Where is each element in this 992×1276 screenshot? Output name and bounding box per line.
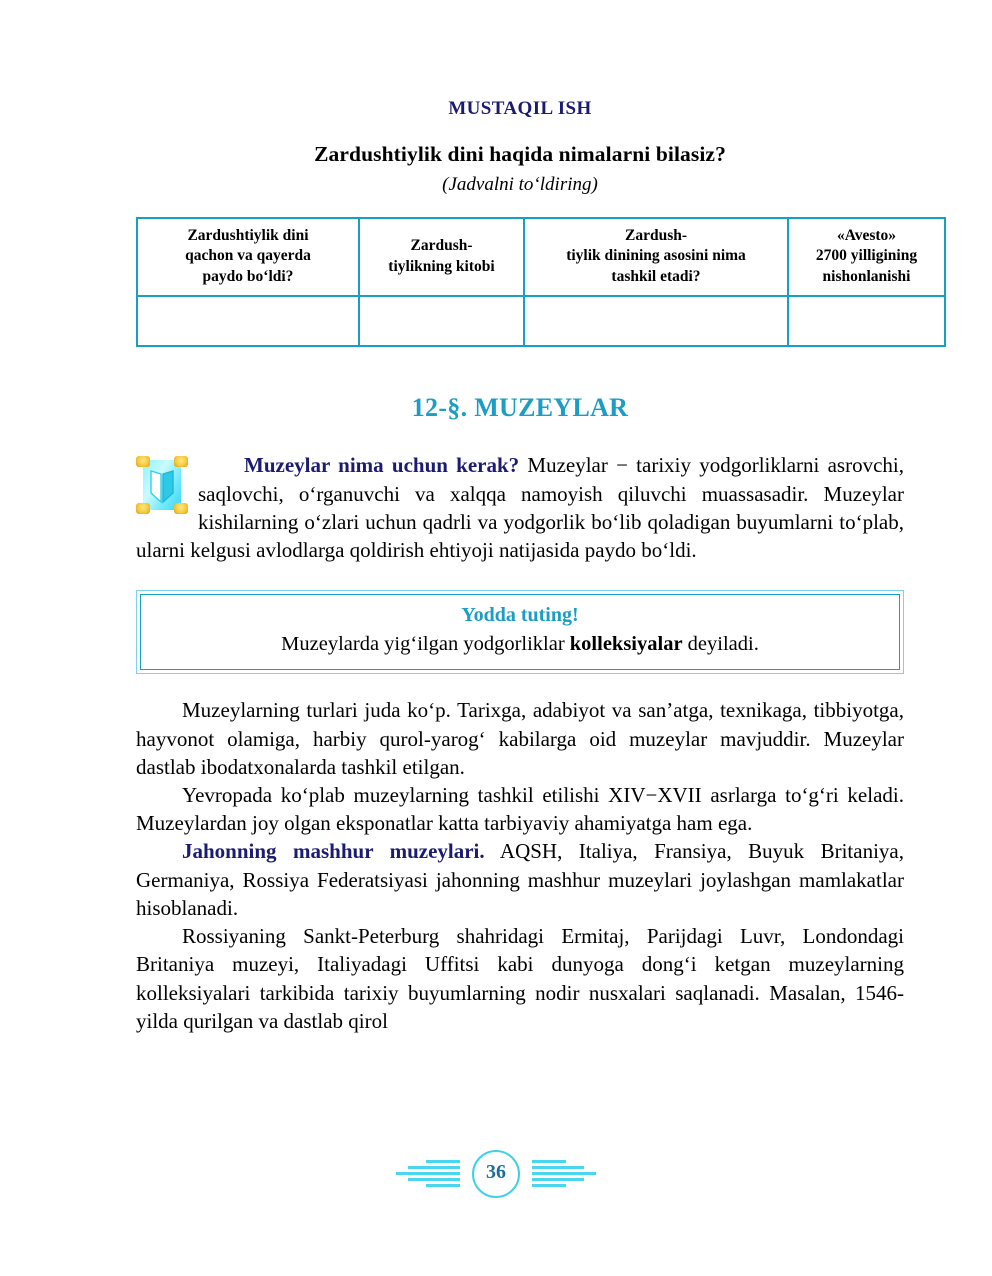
header-line: «Avesto» [836, 227, 897, 244]
page-number-ornament [381, 1147, 611, 1209]
page-content [136, 0, 918, 1035]
paragraph-1-text: Muzeylar − tarixiy yodgorliklarni asrovchi, saqlovchi, o‘rganuvchi va xalqqa namoyish qiluvchi muassasadir. Muzeylar kishilarning o‘zlari uchun qadrli va yodgorlik bo‘lib qoladigan buyumlarni to‘plab, ularni kelgusi avlodlarga qoldirish ehtiyoji natijasida paydo bo‘ldi. [136, 453, 904, 563]
header-line: 2700 yilligining [815, 247, 918, 265]
independent-work-question: Zardushtiylik dini haqida nimalarni bilasiz? [314, 142, 726, 166]
remember-note-inner [140, 594, 900, 670]
note-text-before: Muzeylarda yig‘ilgan yodgorliklar [281, 633, 570, 656]
paragraph-4-text: AQSH, Italiya, Fransiya, Buyuk Britaniya, Germaniya, Rossiya Federatsiyasi jahonning mashhur muzeylari joylashgan mamlakatlar hisoblanadi. [136, 839, 904, 920]
table-cell-answer-4[interactable] [788, 296, 945, 346]
header-line: nishonlanishi [822, 267, 911, 285]
body-text-block-2 [136, 696, 904, 1035]
remember-note-box [136, 590, 904, 674]
independent-work-heading: MUSTAQIL ISH [448, 98, 592, 119]
ornament-bar [426, 1160, 460, 1163]
paragraph-5: Rossiyaning Sankt-Peterburg shahridagi Ermitaj, Parijdagi Luvr, Londondagi Britaniya muzeyi, Italiyadagi Uffitsi kabi dunyoga dong‘i ketgan muzeylarning kolleksiyalari tarkibida tarixiy buyumlarning nodir nusxalari saqlanadi. Masalan, 1546-yilda qurilgan va dastlab qirol [136, 924, 904, 1033]
paragraph-2: Muzeylarning turlari juda ko‘p. Tarixga, adabiyot va san’atga, texnikaga, tibbiyotga, hayvonot olamiga, harbiy qurol-yarog‘ kabilarga oid muzeylar mavjuddir. Muzeylar dastlab ibodatxonalarda tashkil etilgan. [136, 698, 904, 779]
table-header-cell-2 [359, 218, 524, 296]
ornament-bar [532, 1184, 566, 1187]
body-text-block [136, 451, 904, 564]
book-icon-corner [136, 503, 150, 514]
note-text-after: deyiladi. [682, 633, 759, 656]
header-line: Zardushtiylik dini [187, 227, 309, 244]
page-footer [0, 1147, 992, 1209]
ornament-bar [396, 1172, 460, 1175]
table-row [137, 296, 945, 346]
independent-work-instruction: (Jadvalni to‘ldiring) [442, 174, 598, 195]
book-icon-corner [174, 456, 188, 467]
book-icon-corner [136, 456, 150, 467]
table-header-cell-1 [137, 218, 359, 296]
ornament-bar [408, 1178, 460, 1181]
remember-note-title: Yodda tuting! [461, 604, 579, 627]
paragraph-1 [136, 451, 904, 564]
table-cell-answer-3[interactable] [524, 296, 788, 346]
header-line: paydo bo‘ldi? [202, 267, 294, 285]
header-line: Zardush- [410, 237, 473, 255]
header-line: Zardush- [624, 227, 688, 244]
zoroastrianism-table [136, 217, 946, 347]
ornament-bar [532, 1178, 584, 1181]
open-book-icon [136, 456, 188, 514]
ornament-bar [532, 1172, 596, 1175]
ornament-bar [408, 1166, 460, 1169]
paragraph-4-lead: Jahonning mashhur muzeylari. [182, 839, 485, 864]
book-icon-corner [174, 503, 188, 514]
table-cell-answer-2[interactable] [359, 296, 524, 346]
header-line: tiylik dinining asosini nima [566, 247, 746, 265]
ornament-bar [532, 1160, 566, 1163]
zoroastrianism-table-wrapper [136, 217, 918, 347]
table-header-cell-3 [524, 218, 788, 296]
page-number: 36 [486, 1161, 506, 1183]
header-line: tashkil etadi? [611, 267, 701, 285]
ornament-bar [532, 1166, 584, 1169]
paragraph-3: Yevropada ko‘plab muzeylarning tashkil etilishi XIV−XVII asrlarga to‘g‘ri keladi. Muzeylardan joy olgan eksponatlar katta tarbiyaviy ahamiyatga ham ega. [136, 783, 904, 836]
header-line: tiylikning kitobi [388, 257, 495, 275]
paragraph-1-lead: Muzeylar nima uchun kerak? [244, 453, 520, 478]
remember-note-text [153, 633, 887, 656]
section-title: 12-§. MUZEYLAR [411, 393, 629, 423]
note-text-bold: kolleksiyalar [569, 633, 683, 656]
paragraph-4 [136, 837, 904, 922]
ornament-bar [426, 1184, 460, 1187]
table-header-row [137, 218, 945, 296]
table-header-cell-4 [788, 218, 945, 296]
table-cell-answer-1[interactable] [137, 296, 359, 346]
header-line: qachon va qayerda [185, 247, 311, 265]
